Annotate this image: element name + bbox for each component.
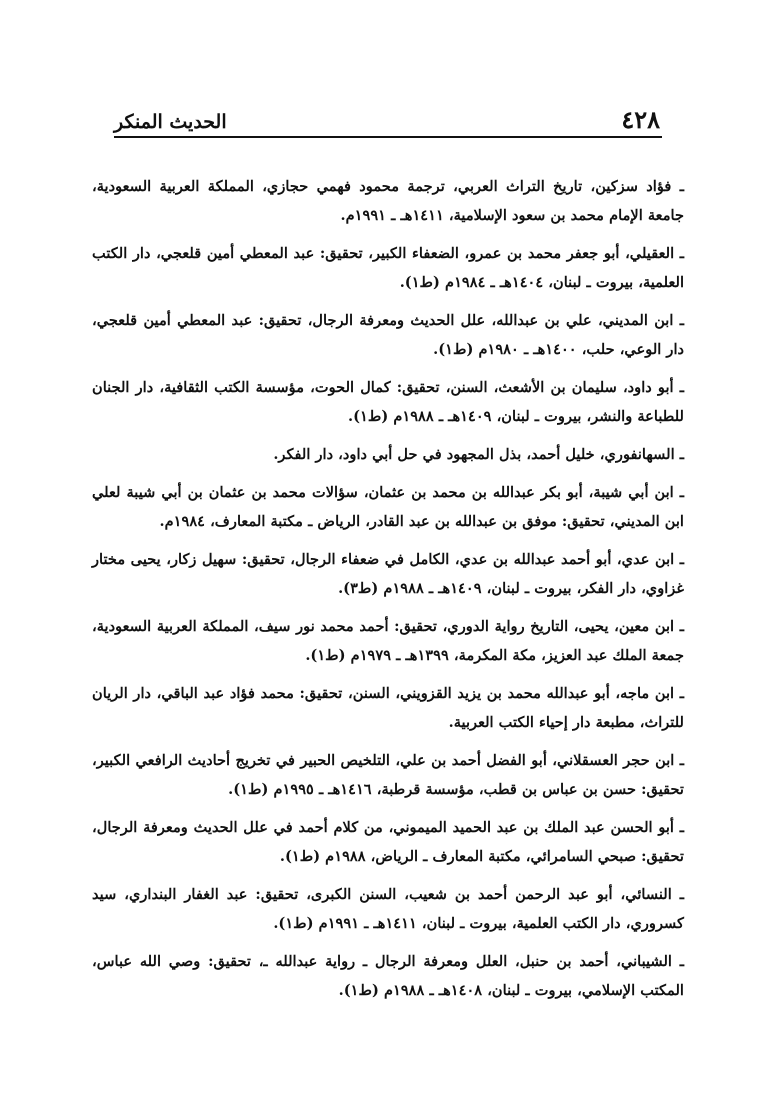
reference-entry: ـ الشيباني، أحمد بن حنبل، العلل ومعرفة الرجال ـ رواية عبدالله ـ، تحقيق: وصي الله عباس، المكتب الإسلامي، بيروت ـ لبنان، ١٤٠٨هـ ـ ١٩٨٨م (ط١). [92, 953, 684, 999]
reference-entry: ـ أبو داود، سليمان بن الأشعث، السنن، تحقيق: كمال الحوت، مؤسسة الكتب الثقافية، دار الجنان للطباعة والنشر، بيروت ـ لبنان، ١٤٠٩هـ ـ ١٩٨٨م (ط١). [92, 379, 684, 425]
running-title: الحديث المنكر [114, 111, 227, 133]
reference-entry: ـ السهانفوري، خليل أحمد، بذل المجهود في حل أبي داود، دار الفكر. [273, 446, 684, 463]
reference-entry: ـ النسائي، أبو عبد الرحمن أحمد بن شعيب، السنن الكبرى، تحقيق: عبد الغفار البنداري، سيد كسروري، دار الكتب العلمية، بيروت ـ لبنان، ١٤١١هـ ـ ١٩٩١م (ط١). [92, 886, 684, 932]
reference-entry: ـ ابن حجر العسقلاني، أبو الفضل أحمد بن علي، التلخيص الحبير في تخريج أحاديث الرافعي الكبير، تحقيق: حسن بن عباس بن قطب، مؤسسة قرطبة، ١٤١٦هـ ـ ١٩٩٥م (ط١). [92, 752, 684, 798]
reference-entry: ـ ابن المديني، علي بن عبدالله، علل الحديث ومعرفة الرجال، تحقيق: عبد المعطي أمين قلعجي، دار الوعي، حلب، ١٤٠٠هـ ـ ١٩٨٠م (ط١). [92, 312, 684, 358]
reference-entry: ـ ابن معين، يحيى، التاريخ رواية الدوري، تحقيق: أحمد محمد نور سيف، المملكة العربية السعودية، جمعة الملك عبد العزيز، مكة المكرمة، ١٣٩٩هـ ـ ١٩٧٩م (ط١). [92, 618, 684, 664]
reference-entry: ـ فؤاد سزكين، تاريخ التراث العربي، ترجمة محمود فهمي حجازي، المملكة العربية السعودية، جامعة الإمام محمد بن سعود الإسلامية، ١٤١١هـ ـ ١٩٩١م. [92, 178, 684, 224]
reference-entry: ـ ابن عدي، أبو أحمد عبدالله بن عدي، الكامل في ضعفاء الرجال، تحقيق: سهيل زكار، يحيى مختار غزاوي، دار الفكر، بيروت ـ لبنان، ١٤٠٩هـ ـ ١٩٨٨م (ط٣). [92, 551, 684, 597]
header-rule [114, 136, 662, 138]
page-header [114, 92, 660, 132]
reference-entry: ـ ابن ماجه، أبو عبدالله محمد بن يزيد القزويني، السنن، تحقيق: محمد فؤاد عبد الباقي، دار الريان للتراث، مطبعة دار إحياء الكتب العربية. [92, 685, 684, 731]
reference-entry: ـ ابن أبي شيبة، أبو بكر عبدالله بن محمد بن عثمان، سؤالات محمد بن عثمان بن أبي شيبة لعلي ابن المديني، تحقيق: موفق بن عبدالله بن عبد القادر، الرياض ـ مكتبة المعارف، ١٩٨٤م. [92, 484, 684, 530]
page-number: ٤٢٨ [621, 105, 660, 134]
reference-list [92, 172, 684, 1014]
reference-entry: ـ أبو الحسن عبد الملك بن عبد الحميد الميموني، من كلام أحمد في علل الحديث ومعرفة الرجال، تحقيق: صبحي السامرائي، مكتبة المعارف ـ الرياض، ١٩٨٨م (ط١). [92, 819, 684, 865]
reference-entry: ـ العقيلي، أبو جعفر محمد بن عمرو، الضعفاء الكبير، تحقيق: عبد المعطي أمين قلعجي، دار الكتب العلمية، بيروت ـ لبنان، ١٤٠٤هـ ـ ١٩٨٤م (ط١). [92, 245, 684, 291]
